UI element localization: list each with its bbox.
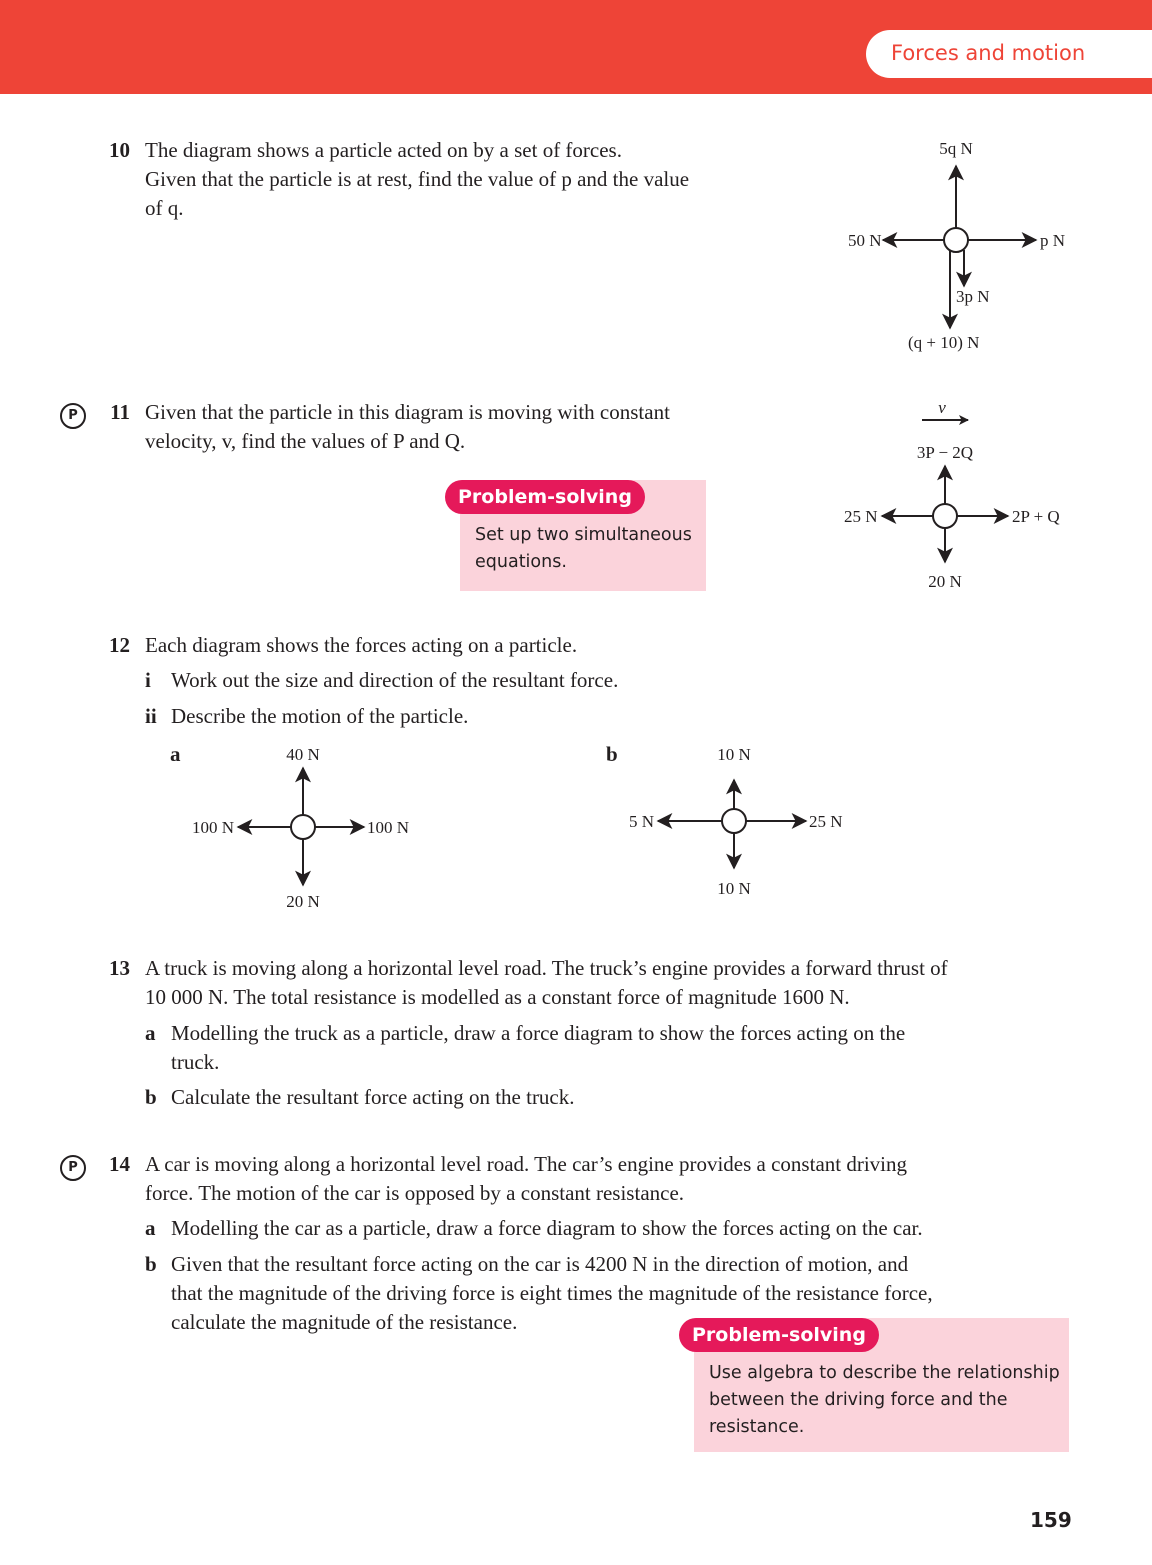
- particle: [291, 815, 315, 839]
- question-12-part-ii: [145, 702, 468, 731]
- label-down-small: 3p N: [956, 287, 990, 306]
- question-14-part-b-line-2: that the magnitude of the driving force is eight times the magnitude of the resistance force,: [171, 1281, 933, 1305]
- part-text: Work out the size and direction of the resultant force.: [171, 668, 619, 692]
- chapter-title: Forces and motion: [891, 41, 1086, 65]
- force-diagram-q12a: [180, 738, 440, 918]
- question-11-line-1: Given that the particle in this diagram is moving with constant: [145, 400, 670, 424]
- label-down: 20 N: [286, 892, 320, 911]
- question-13-number: 13: [109, 956, 130, 980]
- question-11-line-2: velocity, v, find the values of P and Q.: [145, 429, 466, 453]
- question-14-number: 14: [109, 1152, 130, 1176]
- particle: [722, 809, 746, 833]
- label-left: 100 N: [192, 818, 235, 837]
- label-right: 25 N: [809, 812, 843, 831]
- part-text: Given that the resultant force acting on the car is 4200 N in the direction of motion, and: [171, 1252, 909, 1276]
- question-12-part-i: [145, 666, 618, 695]
- question-13-part-a: [145, 1019, 905, 1048]
- problem-solving-text-q11-line-2: equations.: [475, 552, 567, 572]
- question-14-part-b: [145, 1250, 908, 1279]
- diagram-a-label: a: [170, 742, 181, 766]
- question-10-line-3: of q.: [145, 196, 184, 220]
- label-velocity: v: [938, 398, 946, 417]
- part-label: b: [145, 1085, 157, 1109]
- question-11-number: 11: [110, 400, 130, 424]
- problem-solving-badge-q11: P: [60, 403, 86, 429]
- part-text: Modelling the car as a particle, draw a force diagram to show the forces acting on the car.: [171, 1216, 923, 1240]
- question-14-line-2: force. The motion of the car is opposed by a constant resistance.: [145, 1181, 685, 1205]
- question-14-part-b-line-3: calculate the magnitude of the resistance.: [171, 1310, 518, 1334]
- diagram-b-label: b: [606, 742, 618, 766]
- problem-solving-tag-q14: Problem-solving: [679, 1318, 879, 1352]
- label-up: 40 N: [286, 745, 320, 764]
- force-diagram-q11: [830, 398, 1080, 598]
- label-down: 20 N: [928, 572, 962, 591]
- label-up: 10 N: [717, 745, 751, 764]
- question-14-line-1: A car is moving along a horizontal level road. The car’s engine provides a constant driving: [145, 1152, 908, 1176]
- question-12-intro: Each diagram shows the forces acting on a particle.: [145, 633, 578, 657]
- problem-solving-text-q11-line-1: Set up two simultaneous: [475, 525, 692, 545]
- part-text: Modelling the truck as a particle, draw a force diagram to show the forces acting on the: [171, 1021, 906, 1045]
- part-text: Describe the motion of the particle.: [171, 704, 469, 728]
- label-left: 50 N: [848, 231, 882, 250]
- problem-solving-badge-q14: P: [60, 1155, 86, 1181]
- label-down: (q + 10) N: [908, 333, 980, 352]
- problem-solving-tag-q11: Problem-solving: [445, 480, 645, 514]
- question-10-number: 10: [109, 138, 130, 162]
- label-up: 3P − 2Q: [916, 443, 974, 462]
- page-number: 159: [1030, 1508, 1072, 1532]
- force-diagram-q10: [830, 130, 1070, 360]
- part-label: ii: [145, 704, 157, 728]
- question-13-part-a-line-2: truck.: [171, 1050, 220, 1074]
- question-12-number: 12: [109, 633, 130, 657]
- part-text: Calculate the resultant force acting on the truck.: [171, 1085, 575, 1109]
- label-left: 5 N: [629, 812, 655, 831]
- label-right: p N: [1040, 231, 1066, 250]
- question-10-line-2: Given that the particle is at rest, find the value of p and the value: [145, 167, 690, 191]
- label-right: 2P + Q: [1012, 507, 1060, 526]
- question-13-line-1: A truck is moving along a horizontal level road. The truck’s engine provides a forward thrust of: [145, 956, 948, 980]
- problem-solving-text-q14-line-1: Use algebra to describe the relationship: [709, 1363, 1060, 1383]
- part-label: a: [145, 1021, 156, 1045]
- part-label: a: [145, 1216, 156, 1240]
- label-right: 100 N: [367, 818, 410, 837]
- question-13-line-2: 10 000 N. The total resistance is modelled as a constant force of magnitude 1600 N.: [145, 985, 850, 1009]
- force-diagram-q12b: [610, 738, 870, 908]
- part-label: b: [145, 1252, 157, 1276]
- part-label: i: [145, 668, 151, 692]
- question-10-line-1: The diagram shows a particle acted on by a set of forces.: [145, 138, 622, 162]
- label-left: 25 N: [844, 507, 878, 526]
- question-14-part-a: [145, 1214, 923, 1243]
- particle: [933, 504, 957, 528]
- particle: [944, 228, 968, 252]
- question-13-part-b: [145, 1083, 575, 1112]
- problem-solving-text-q14-line-2: between the driving force and the: [709, 1390, 1008, 1410]
- problem-solving-text-q14-line-3: resistance.: [709, 1417, 805, 1437]
- label-up: 5q N: [939, 139, 973, 158]
- label-down: 10 N: [717, 879, 751, 898]
- chapter-tab: [866, 30, 1152, 78]
